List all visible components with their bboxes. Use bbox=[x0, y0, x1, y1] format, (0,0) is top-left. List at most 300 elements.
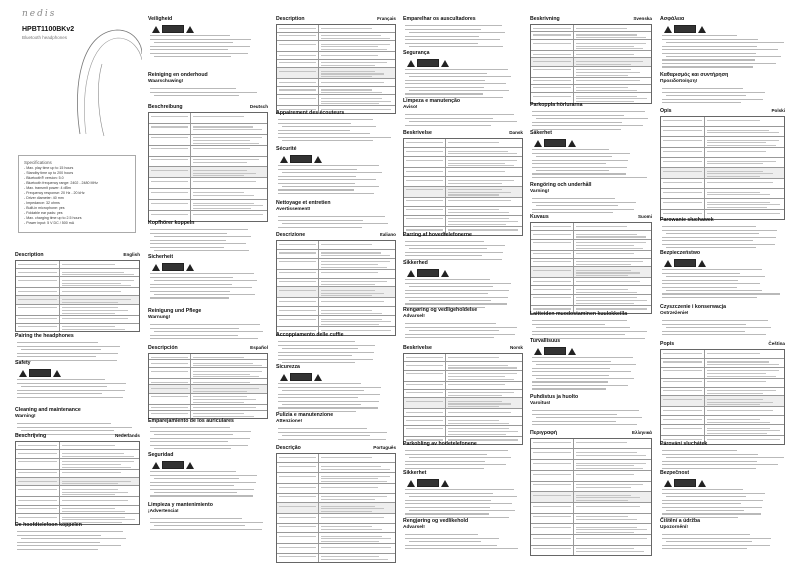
text-line bbox=[18, 445, 57, 446]
text-line bbox=[279, 62, 316, 63]
text-line bbox=[154, 294, 255, 295]
table-row bbox=[277, 483, 395, 492]
part-name-cell bbox=[149, 167, 191, 177]
part-description-cell bbox=[191, 124, 267, 134]
table-row bbox=[149, 199, 267, 210]
table-row bbox=[404, 206, 522, 215]
part-name-cell bbox=[277, 60, 319, 67]
part-name-cell bbox=[404, 177, 446, 185]
part-name-cell bbox=[404, 198, 446, 206]
specifications-box bbox=[18, 155, 136, 233]
text-line bbox=[532, 414, 617, 415]
section-heading bbox=[15, 522, 140, 529]
text-line bbox=[406, 365, 443, 366]
text-line bbox=[62, 313, 115, 314]
table-row bbox=[16, 323, 139, 331]
manual-section bbox=[276, 200, 396, 228]
text-line bbox=[62, 464, 121, 465]
part-description-cell bbox=[574, 460, 651, 470]
table-row bbox=[531, 266, 651, 277]
text-line bbox=[150, 53, 248, 54]
text-line bbox=[576, 484, 643, 485]
table-row bbox=[531, 502, 651, 512]
caution-label-icon bbox=[544, 139, 566, 147]
part-description-cell bbox=[574, 223, 651, 230]
text-line bbox=[278, 227, 362, 228]
manual-section bbox=[148, 418, 268, 449]
section-title: Beskrivelse bbox=[403, 345, 432, 351]
part-name-cell bbox=[531, 471, 574, 480]
text-line bbox=[406, 357, 443, 358]
text-line bbox=[576, 519, 637, 520]
text-line bbox=[405, 43, 478, 44]
text-line bbox=[662, 66, 753, 67]
spec-item: - Power input: 5 V DC / 500 mA bbox=[24, 221, 75, 225]
table-row bbox=[531, 459, 651, 470]
spec-item: - Standby time up to 200 hours bbox=[24, 171, 74, 175]
text-line bbox=[448, 212, 508, 213]
part-description-cell bbox=[319, 41, 395, 51]
text-line bbox=[406, 218, 443, 219]
text-line bbox=[406, 373, 443, 374]
part-name-cell bbox=[531, 460, 574, 470]
text-line bbox=[662, 500, 763, 501]
section-title: Descrizione bbox=[276, 232, 306, 238]
part-description-cell bbox=[574, 535, 651, 544]
text-line bbox=[707, 151, 766, 152]
table-row bbox=[531, 39, 651, 50]
text-line bbox=[663, 361, 702, 362]
text-line bbox=[533, 96, 571, 97]
section-title: Czyszczenie i konserwacja bbox=[660, 304, 727, 310]
text-line bbox=[532, 385, 628, 386]
warning-triangle-icon bbox=[664, 260, 672, 267]
table-row bbox=[404, 139, 522, 147]
text-line bbox=[62, 500, 128, 501]
section-heading bbox=[403, 441, 523, 448]
text-line bbox=[533, 442, 571, 443]
part-name-cell bbox=[277, 514, 319, 522]
text-line bbox=[321, 261, 390, 262]
text-line bbox=[279, 82, 316, 83]
text-line bbox=[707, 361, 769, 362]
text-line bbox=[321, 536, 381, 537]
parts-table bbox=[276, 240, 396, 336]
part-description-cell bbox=[319, 60, 395, 67]
text-line bbox=[533, 242, 571, 243]
table-row bbox=[16, 304, 139, 315]
text-line bbox=[321, 469, 390, 470]
part-name-cell bbox=[531, 449, 574, 458]
manual-section bbox=[15, 333, 140, 361]
section-heading bbox=[403, 16, 523, 23]
text-line bbox=[18, 500, 57, 501]
caution-label-icon bbox=[417, 269, 439, 277]
part-name-cell bbox=[531, 251, 574, 258]
text-line bbox=[18, 264, 57, 265]
table-row bbox=[404, 215, 522, 226]
text-line bbox=[62, 318, 128, 319]
text-line bbox=[663, 419, 702, 420]
text-line bbox=[279, 310, 316, 311]
part-name-cell bbox=[404, 207, 446, 215]
text-line bbox=[662, 450, 737, 451]
table-row bbox=[149, 359, 267, 367]
part-name-cell bbox=[531, 514, 574, 523]
text-line bbox=[405, 87, 484, 88]
warning-triangle-icon bbox=[19, 370, 27, 377]
text-line bbox=[405, 548, 518, 549]
text-line bbox=[532, 209, 634, 210]
text-line bbox=[707, 176, 760, 177]
text-line bbox=[17, 531, 123, 532]
text-line bbox=[576, 34, 636, 35]
parts-table bbox=[148, 112, 268, 222]
text-line bbox=[662, 273, 740, 274]
text-line bbox=[448, 420, 499, 421]
warning-subheading: Advarsel! bbox=[403, 525, 425, 530]
text-line bbox=[576, 226, 627, 227]
manual-section bbox=[403, 50, 523, 98]
part-description-cell bbox=[191, 411, 267, 418]
part-description-cell bbox=[705, 416, 784, 424]
text-line bbox=[532, 111, 645, 112]
part-name-cell bbox=[277, 68, 319, 78]
text-line bbox=[321, 487, 378, 488]
warning-triangle-icon bbox=[314, 374, 322, 381]
text-line bbox=[278, 216, 385, 217]
text-line bbox=[150, 277, 233, 278]
warning-symbols bbox=[280, 373, 396, 381]
warning-triangle-icon bbox=[441, 270, 449, 277]
text-line bbox=[662, 503, 741, 504]
text-line bbox=[576, 455, 646, 456]
text-line bbox=[662, 507, 762, 508]
section-title: Descrição bbox=[276, 445, 301, 451]
part-name-cell bbox=[404, 426, 446, 436]
text-line bbox=[151, 148, 188, 149]
part-description-cell bbox=[319, 494, 395, 502]
manual-section bbox=[148, 452, 268, 497]
text-line bbox=[409, 76, 511, 77]
manual-section bbox=[148, 345, 268, 419]
text-line bbox=[576, 548, 634, 549]
text-line bbox=[151, 363, 188, 364]
section-heading bbox=[15, 360, 140, 367]
section-language: Ελληνικά bbox=[631, 430, 652, 435]
text-line bbox=[150, 475, 257, 476]
text-line bbox=[321, 481, 387, 482]
part-name-cell bbox=[531, 503, 574, 512]
section-title: Rengøring og vedligeholdelse bbox=[403, 307, 478, 313]
manual-section bbox=[15, 522, 140, 550]
part-name-cell bbox=[404, 168, 446, 176]
section-heading bbox=[403, 518, 523, 525]
text-line bbox=[448, 434, 505, 435]
table-row bbox=[531, 84, 651, 92]
table-row bbox=[531, 77, 651, 84]
part-name-cell bbox=[149, 368, 191, 378]
text-line bbox=[17, 427, 132, 428]
part-name-cell bbox=[16, 470, 60, 477]
text-line bbox=[279, 319, 316, 320]
text-line bbox=[321, 319, 381, 320]
text-line bbox=[279, 55, 316, 56]
parts-table bbox=[276, 24, 396, 114]
text-line bbox=[321, 62, 387, 63]
section-heading bbox=[15, 252, 140, 259]
text-line bbox=[663, 390, 702, 391]
manual-section bbox=[276, 146, 396, 194]
table-row bbox=[149, 393, 267, 404]
text-line bbox=[150, 485, 234, 486]
parts-table bbox=[530, 222, 652, 314]
text-line bbox=[576, 500, 628, 501]
text-line bbox=[576, 303, 634, 304]
text-line bbox=[279, 252, 316, 253]
part-description-cell bbox=[319, 250, 395, 258]
part-name-cell bbox=[661, 179, 705, 188]
text-line bbox=[321, 330, 390, 331]
text-line bbox=[406, 209, 443, 210]
part-description-cell bbox=[446, 207, 522, 215]
text-line bbox=[405, 500, 491, 501]
spec-item: - Max. transmit power: 4 dBm bbox=[24, 186, 71, 190]
text-line bbox=[532, 334, 625, 335]
text-line bbox=[151, 137, 188, 138]
text-line bbox=[151, 382, 188, 383]
text-line bbox=[576, 234, 636, 235]
table-row bbox=[277, 241, 395, 249]
text-line bbox=[405, 545, 497, 546]
text-line bbox=[405, 538, 499, 539]
table-row bbox=[277, 258, 395, 269]
text-line bbox=[707, 142, 766, 143]
part-name-cell bbox=[277, 494, 319, 502]
text-line bbox=[663, 370, 702, 371]
text-line bbox=[193, 170, 247, 171]
text-line bbox=[154, 42, 233, 43]
text-line bbox=[448, 384, 505, 385]
text-line bbox=[707, 140, 779, 141]
text-line bbox=[321, 526, 372, 527]
text-line bbox=[321, 89, 372, 90]
table-row bbox=[531, 277, 651, 285]
text-line bbox=[576, 80, 640, 81]
table-row bbox=[16, 276, 139, 287]
text-line bbox=[662, 489, 743, 490]
part-name-cell bbox=[16, 459, 60, 469]
text-line bbox=[406, 392, 443, 393]
text-line bbox=[151, 159, 188, 160]
warning-subheading: Varoitus! bbox=[530, 401, 551, 406]
text-line bbox=[662, 46, 757, 47]
text-line bbox=[405, 450, 508, 451]
text-line bbox=[151, 116, 188, 117]
section-heading bbox=[148, 418, 268, 425]
text-line bbox=[405, 290, 509, 291]
text-line bbox=[662, 102, 741, 103]
part-name-cell bbox=[277, 463, 319, 471]
part-description-cell bbox=[319, 287, 395, 297]
text-line bbox=[448, 183, 502, 184]
section-title: Limpeza e manutenção bbox=[403, 98, 461, 104]
part-name-cell bbox=[661, 189, 705, 198]
section-language: Čeština bbox=[768, 341, 785, 346]
parts-table bbox=[660, 349, 785, 445]
text-line bbox=[321, 284, 375, 285]
part-description-cell bbox=[446, 417, 522, 424]
part-name-cell bbox=[149, 200, 191, 210]
section-heading bbox=[276, 110, 396, 117]
text-line bbox=[18, 272, 57, 273]
table-row bbox=[277, 86, 395, 94]
text-line bbox=[154, 236, 251, 237]
text-line bbox=[532, 202, 636, 203]
section-heading bbox=[403, 98, 523, 105]
warning-triangle-icon bbox=[698, 260, 706, 267]
part-name-cell bbox=[16, 316, 60, 323]
text-line bbox=[533, 270, 571, 271]
text-line bbox=[278, 355, 352, 356]
text-line bbox=[663, 120, 702, 121]
part-description-cell bbox=[705, 425, 784, 435]
text-line bbox=[406, 401, 443, 402]
headphones-illustration bbox=[72, 24, 142, 139]
table-row bbox=[661, 198, 784, 209]
part-description-cell bbox=[191, 113, 267, 123]
text-line bbox=[576, 69, 631, 70]
text-line bbox=[278, 345, 375, 346]
part-description-cell bbox=[705, 359, 784, 367]
part-name-cell bbox=[404, 216, 446, 226]
warning-subheading: Warning! bbox=[15, 414, 36, 419]
text-line bbox=[278, 397, 358, 398]
text-line bbox=[533, 548, 571, 549]
table-row bbox=[16, 458, 139, 469]
text-line bbox=[536, 417, 642, 418]
text-line bbox=[62, 272, 124, 273]
warning-triangle-icon bbox=[314, 156, 322, 163]
text-line bbox=[406, 160, 443, 161]
spec-item: - Driver diameter: 40 mm bbox=[24, 196, 64, 200]
manual-section bbox=[660, 250, 785, 298]
part-description-cell bbox=[319, 463, 395, 471]
text-line bbox=[576, 272, 640, 273]
part-name-cell bbox=[277, 484, 319, 492]
text-line bbox=[62, 285, 131, 286]
text-line bbox=[150, 88, 236, 89]
text-line bbox=[533, 297, 571, 298]
text-line bbox=[17, 393, 102, 394]
text-line bbox=[278, 130, 350, 131]
text-line bbox=[405, 293, 488, 294]
text-line bbox=[405, 114, 514, 115]
text-line bbox=[448, 189, 502, 190]
text-line bbox=[532, 368, 610, 369]
text-line bbox=[17, 397, 123, 398]
manual-section bbox=[403, 260, 523, 308]
manual-section bbox=[403, 307, 523, 338]
table-row bbox=[661, 378, 784, 387]
table-row bbox=[16, 295, 139, 303]
part-name-cell bbox=[404, 409, 446, 416]
text-line bbox=[662, 88, 743, 89]
text-line bbox=[707, 192, 760, 193]
text-line bbox=[536, 118, 648, 119]
section-title: Rengjøring og vedlikehold bbox=[403, 518, 469, 524]
text-line bbox=[193, 140, 250, 141]
table-row bbox=[277, 51, 395, 59]
part-description-cell bbox=[319, 259, 395, 269]
manual-section bbox=[660, 72, 785, 103]
text-line bbox=[279, 517, 316, 518]
text-line bbox=[62, 472, 121, 473]
text-line bbox=[405, 279, 490, 280]
part-name-cell bbox=[149, 135, 191, 145]
text-line bbox=[193, 148, 250, 149]
manual-section bbox=[403, 16, 523, 47]
part-name-cell bbox=[531, 259, 574, 266]
text-line bbox=[18, 318, 57, 319]
section-heading bbox=[530, 338, 652, 345]
part-name-cell bbox=[277, 524, 319, 532]
manual-section bbox=[530, 311, 652, 339]
part-description-cell bbox=[191, 157, 267, 167]
part-description-cell bbox=[574, 278, 651, 285]
text-line bbox=[448, 428, 508, 429]
manual-section bbox=[148, 308, 268, 339]
text-line bbox=[448, 194, 499, 195]
text-line bbox=[321, 101, 390, 102]
text-line bbox=[193, 413, 244, 414]
text-line bbox=[662, 280, 738, 281]
text-line bbox=[576, 538, 647, 539]
text-line bbox=[533, 69, 571, 70]
part-description-cell bbox=[705, 168, 784, 178]
part-description-cell bbox=[191, 360, 267, 367]
part-name-cell bbox=[277, 52, 319, 59]
part-description-cell bbox=[319, 270, 395, 278]
text-line bbox=[532, 424, 637, 425]
manual-section bbox=[276, 16, 396, 114]
text-line bbox=[321, 73, 384, 74]
text-line bbox=[448, 160, 517, 161]
text-line bbox=[448, 365, 507, 366]
text-line bbox=[321, 98, 381, 99]
text-line bbox=[448, 163, 505, 164]
text-line bbox=[448, 218, 508, 219]
text-line bbox=[150, 427, 230, 428]
part-description-cell bbox=[191, 368, 267, 378]
section-language: Dansk bbox=[509, 130, 523, 135]
section-title: De hoofdtelefoon koppelen bbox=[15, 522, 82, 528]
text-line bbox=[707, 433, 767, 434]
text-line bbox=[150, 92, 257, 93]
text-line bbox=[576, 452, 636, 453]
text-line bbox=[448, 395, 502, 396]
spec-item: - Impedance: 32 ohms bbox=[24, 201, 60, 205]
table-row bbox=[149, 134, 267, 145]
part-description-cell bbox=[705, 350, 784, 358]
text-line bbox=[282, 172, 382, 173]
part-name-cell bbox=[149, 385, 191, 392]
text-line bbox=[533, 516, 571, 517]
part-name-cell bbox=[531, 267, 574, 277]
text-line bbox=[405, 323, 496, 324]
text-line bbox=[576, 300, 647, 301]
text-line bbox=[576, 75, 628, 76]
